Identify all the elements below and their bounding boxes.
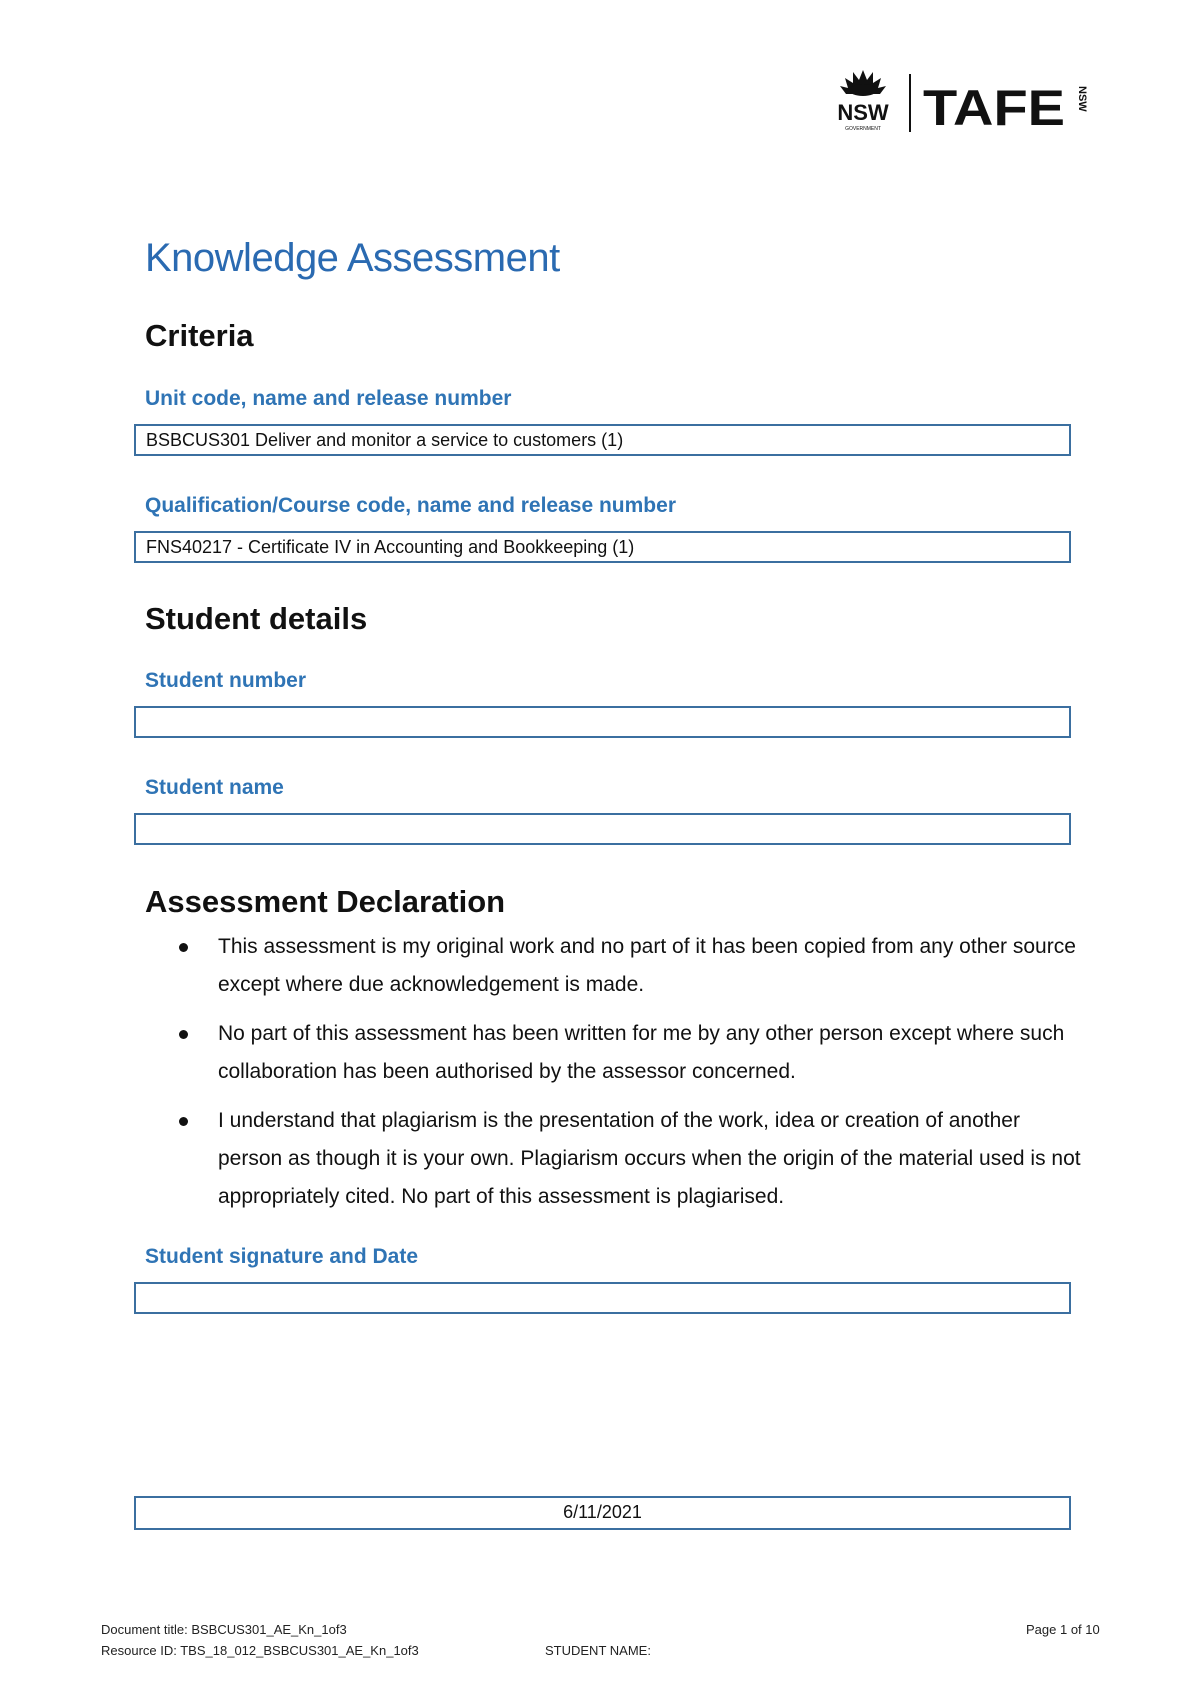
qualification-label: Qualification/Course code, name and release number [145, 494, 676, 517]
student-number-field[interactable] [134, 706, 1071, 738]
signature-label: Student signature and Date [145, 1245, 419, 1268]
footer-resource-id: Resource ID: TBS_18_012_BSBCUS301_AE_Kn_1of3 [101, 1643, 419, 1658]
logo-tafe-text: TAFE [923, 80, 1065, 134]
logo-divider [909, 74, 911, 132]
student-details-heading: Student details [145, 601, 368, 636]
bullet-icon [179, 1030, 188, 1039]
student-name-label: Student name [145, 776, 284, 799]
declaration-item-text: No part of this assessment has been written for me by any other person except where such collaboration has been authorised by the assessor concerned. [218, 1022, 1065, 1083]
declaration-heading: Assessment Declaration [145, 884, 506, 919]
footer-document-title: Document title: BSBCUS301_AE_Kn_1of3 [101, 1622, 347, 1637]
logo-nsw-subtext: GOVERNMENT [845, 126, 881, 132]
student-name-field[interactable] [134, 813, 1071, 845]
date-field[interactable]: 6/11/2021 [134, 1496, 1071, 1530]
declaration-item [145, 928, 1085, 1004]
unit-label: Unit code, name and release number [145, 387, 512, 410]
logo-tafe-side-text: NSW [1076, 86, 1088, 112]
criteria-heading: Criteria [145, 318, 254, 353]
bullet-icon [179, 943, 188, 952]
bullet-icon [179, 1117, 188, 1126]
footer-student-name: STUDENT NAME: [545, 1643, 651, 1658]
signature-field[interactable] [134, 1282, 1071, 1314]
qualification-field[interactable]: FNS40217 - Certificate IV in Accounting and Bookkeeping (1) [134, 531, 1071, 563]
page-title: Knowledge Assessment [145, 236, 560, 280]
unit-field[interactable]: BSBCUS301 Deliver and monitor a service to customers (1) [134, 424, 1071, 456]
logo-nsw-text: NSW [837, 100, 889, 125]
declaration-item-text: I understand that plagiarism is the presentation of the work, idea or creation of another person as though it is your own. Plagiarism occurs when the origin of the material used is not appropriately cited. No part of this assessment is plagiarised. [218, 1109, 1081, 1208]
declaration-list [145, 928, 1085, 1227]
waratah-icon [840, 70, 886, 96]
declaration-item [145, 1102, 1085, 1216]
student-number-label: Student number [145, 669, 306, 692]
footer-page-number: Page 1 of 10 [1026, 1622, 1100, 1637]
declaration-item-text: This assessment is my original work and no part of it has been copied from any other source except where due acknowledgement is made. [218, 935, 1076, 996]
declaration-item [145, 1015, 1085, 1091]
nsw-tafe-logo [833, 68, 1091, 134]
